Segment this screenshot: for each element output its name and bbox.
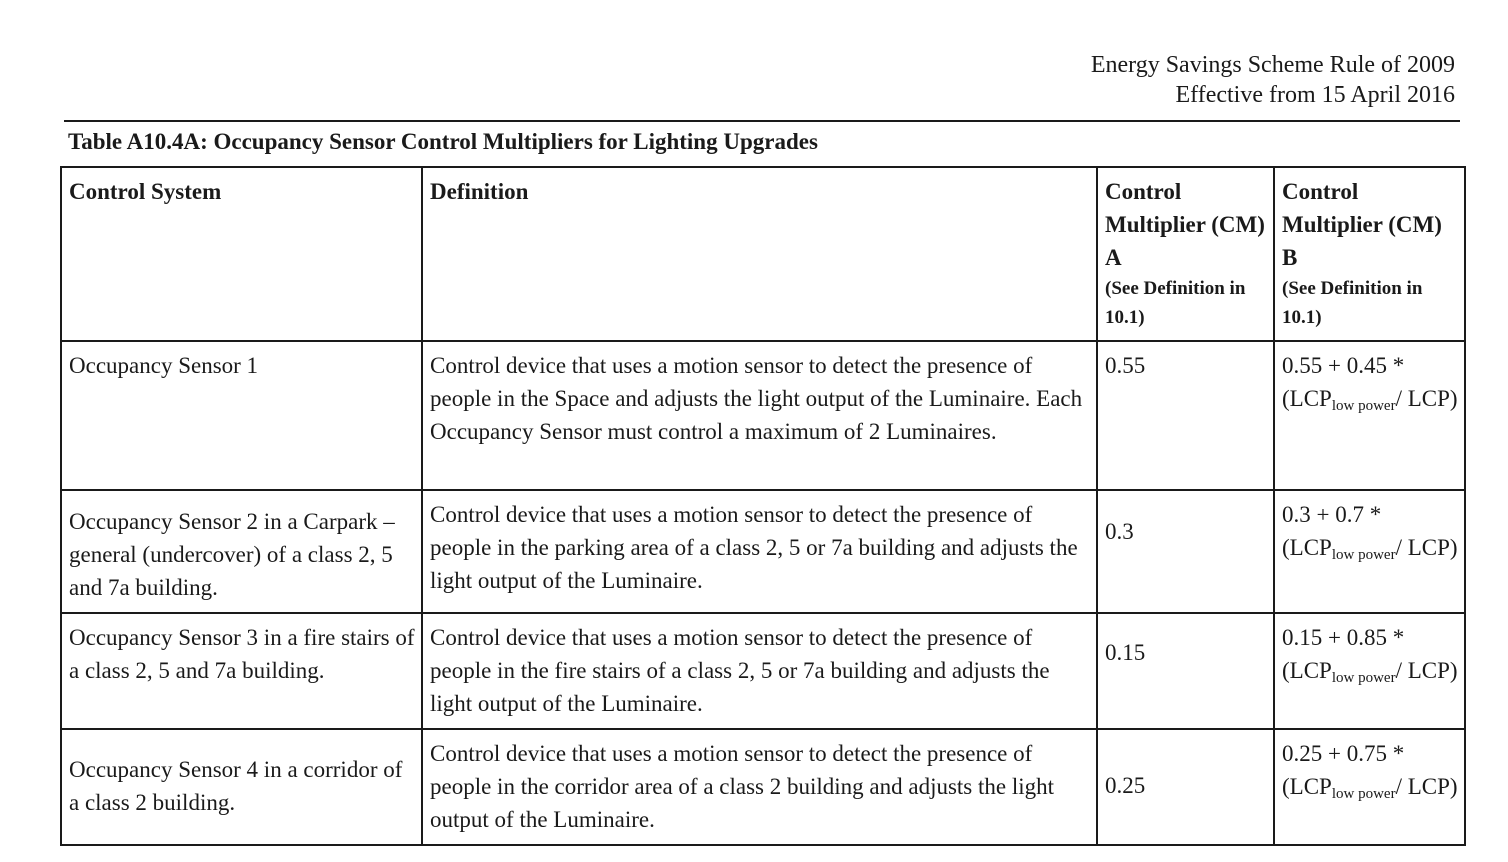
- cell-cm-b: [1274, 341, 1465, 490]
- table-caption: Table A10.4A: Occupancy Sensor Control Multipliers for Lighting Upgrades: [68, 129, 818, 154]
- cm-b-formula-subscript: low power: [1331, 670, 1396, 686]
- header-divider: [64, 120, 1460, 122]
- cm-b-formula-suffix: / LCP): [1395, 658, 1458, 683]
- header-title: Energy Savings Scheme Rule of 2009: [1090, 52, 1455, 78]
- cm-b-formula-prefix: 0.55 + 0.45 * (LCP: [1282, 353, 1405, 411]
- cell-cm-b: [1274, 490, 1465, 613]
- header-cm-a-label: Control Multiplier (CM) A: [1105, 179, 1265, 270]
- cell-cm-a: 0.25: [1097, 729, 1274, 845]
- multiplier-table: [60, 166, 1466, 846]
- header-cm-a: [1097, 167, 1274, 341]
- cm-b-formula-prefix: 0.25 + 0.75 * (LCP: [1282, 741, 1405, 799]
- page-header: [1091, 50, 1455, 110]
- header-cm-b: [1274, 167, 1465, 341]
- cell-control-system: Occupancy Sensor 2 in a Carpark – general (undercover) of a class 2, 5 and 7a building.: [61, 490, 422, 613]
- cm-b-formula-prefix: 0.3 + 0.7 * (LCP: [1282, 502, 1382, 560]
- cell-cm-b: [1274, 729, 1465, 845]
- cell-control-system: Occupancy Sensor 1: [61, 341, 422, 490]
- header-definition: Definition: [422, 167, 1097, 341]
- cell-cm-a: 0.3: [1097, 490, 1274, 613]
- cm-b-formula-suffix: / LCP): [1395, 535, 1458, 560]
- cell-definition: Control device that uses a motion sensor to detect the presence of people in the fire stairs of a class 2, 5 or 7a building and adjusts the light output of the Luminaire.: [422, 613, 1097, 729]
- cell-definition: Control device that uses a motion sensor to detect the presence of people in the corridor area of a class 2 building and adjusts the light output of the Luminaire.: [422, 729, 1097, 845]
- cm-b-formula-suffix: / LCP): [1395, 386, 1458, 411]
- cm-b-formula-subscript: low power: [1331, 786, 1396, 802]
- cell-definition: Control device that uses a motion sensor to detect the presence of people in the Space and adjusts the light output of the Luminaire. Each Occupancy Sensor must control a maximum of 2 Luminaires.: [422, 341, 1097, 490]
- cm-b-formula-prefix: 0.15 + 0.85 * (LCP: [1282, 625, 1405, 683]
- header-cm-b-note: (See Definition in 10.1): [1282, 278, 1423, 328]
- header-cm-a-note: (See Definition in 10.1): [1105, 278, 1246, 328]
- cm-b-formula-subscript: low power: [1331, 398, 1396, 414]
- table-row: [61, 613, 1465, 729]
- table-header-row: [61, 167, 1465, 341]
- header-effective-date: Effective from 15 April 2016: [1175, 82, 1455, 108]
- cm-b-formula-suffix: / LCP): [1395, 774, 1458, 799]
- table-row: [61, 729, 1465, 845]
- cell-definition: Control device that uses a motion sensor to detect the presence of people in the parking area of a class 2, 5 or 7a building and adjusts the light output of the Luminaire.: [422, 490, 1097, 613]
- cell-control-system: Occupancy Sensor 3 in a fire stairs of a class 2, 5 and 7a building.: [61, 613, 422, 729]
- header-control-system: Control System: [61, 167, 422, 341]
- cell-cm-a: 0.55: [1097, 341, 1274, 490]
- cell-control-system: Occupancy Sensor 4 in a corridor of a class 2 building.: [61, 729, 422, 845]
- cell-cm-b: [1274, 613, 1465, 729]
- cell-cm-a: 0.15: [1097, 613, 1274, 729]
- table-row: [61, 341, 1465, 490]
- header-cm-b-label: Control Multiplier (CM) B: [1282, 179, 1442, 270]
- cm-b-formula-subscript: low power: [1331, 547, 1396, 563]
- table-row: [61, 490, 1465, 613]
